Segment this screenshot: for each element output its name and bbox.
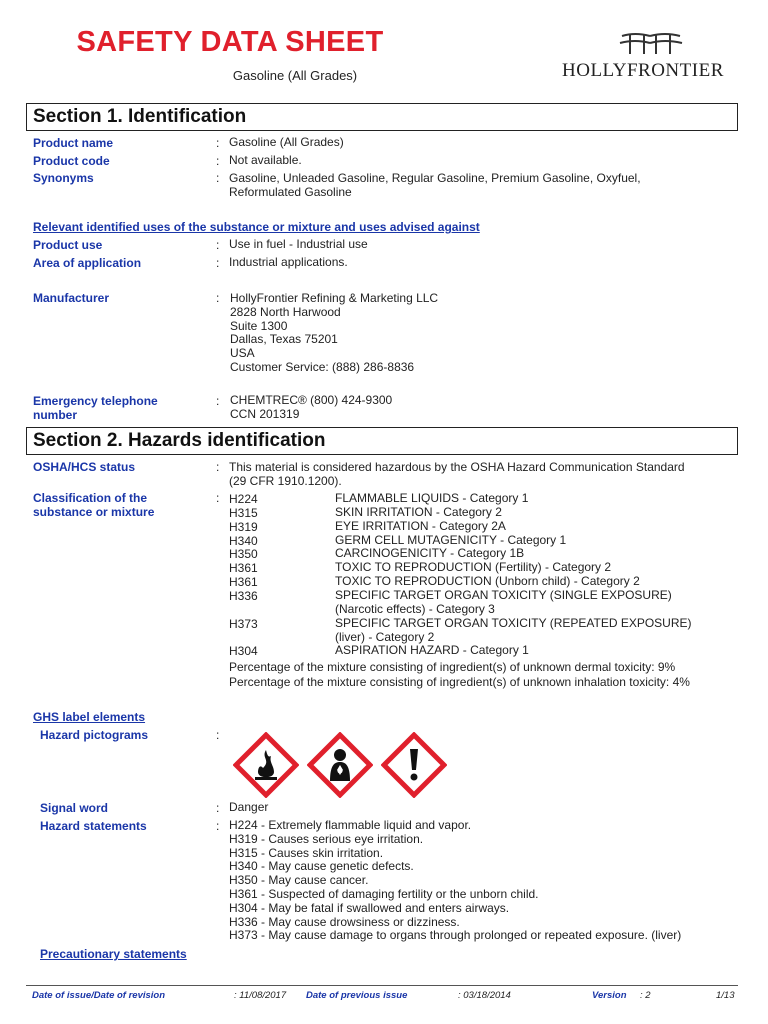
emergency-line: CCN 201319 — [230, 406, 300, 421]
precautionary-statements-link[interactable]: Precautionary statements — [40, 947, 187, 961]
hazard-code: H350 — [229, 547, 258, 561]
hazard-statement: H336 - May cause drowsiness or dizziness. — [229, 914, 460, 929]
hazard-class: TOXIC TO REPRODUCTION (Unborn child) - Category 2 — [335, 574, 640, 588]
hazard-statement: H361 - Suspected of damaging fertility or the unborn child. — [229, 886, 539, 901]
section-1-title: Section 1. Identification — [33, 106, 247, 127]
colon: : — [216, 256, 220, 270]
signal-word-value: Danger — [229, 800, 269, 814]
hazard-class-line: SPECIFIC TARGET ORGAN TOXICITY (REPEATED EXPOSURE) — [335, 616, 692, 630]
synonyms-label: Synonyms — [33, 171, 94, 185]
hazard-statement: H315 - Causes skin irritation. — [229, 845, 384, 860]
document-subtitle: Gasoline (All Grades) — [232, 68, 358, 83]
colon: : — [216, 801, 220, 815]
footer-previous-value: : 03/18/2014 — [458, 990, 511, 1001]
signal-word-label: Signal word — [40, 801, 109, 815]
manufacturer-address — [230, 292, 438, 375]
hazard-code: H224 — [229, 492, 258, 506]
footer-page-number: 1/13 — [716, 990, 735, 1001]
hazard-statement: H224 - Extremely flammable liquid and vapor. — [229, 818, 472, 832]
colon: : — [216, 171, 220, 185]
area-of-application-value: Industrial applications. — [229, 255, 348, 269]
footer-version-value: : 2 — [640, 990, 651, 1001]
hazard-class: EYE IRRITATION - Category 2A — [335, 519, 506, 533]
osha-status-label: OSHA/HCS status — [33, 460, 136, 474]
product-use-label: Product use — [33, 238, 103, 252]
hazard-statements-label: Hazard statements — [40, 819, 147, 833]
synonyms-value-line-1: Gasoline, Unleaded Gasoline, Regular Gasoline, Premium Gasoline, Oxyfuel, — [229, 171, 641, 185]
classification-label — [33, 491, 154, 519]
hazard-statement: H373 - May cause damage to organs through prolonged or repeated exposure. (liver) — [229, 928, 682, 943]
health-hazard-pictogram-icon — [307, 732, 373, 798]
hazard-class-line: SPECIFIC TARGET ORGAN TOXICITY (SINGLE EXPOSURE) — [335, 588, 672, 602]
manufacturer-label: Manufacturer — [33, 291, 110, 305]
colon: : — [216, 291, 220, 305]
colon: : — [216, 460, 220, 474]
hazard-statement: H304 - May be fatal if swallowed and enters airways. — [229, 900, 510, 915]
hazard-class-line: (liver) - Category 2 — [335, 629, 435, 644]
inhalation-toxicity-note: Percentage of the mixture consisting of ingredient(s) of unknown inhalation toxicity: 4% — [229, 675, 690, 689]
hazard-code: H361 — [229, 561, 258, 575]
footer-issue-label: Date of issue/Date of revision — [32, 990, 166, 1001]
product-name-value: Gasoline (All Grades) — [229, 135, 344, 149]
colon: : — [216, 491, 220, 505]
hazard-class: CARCINOGENICITY - Category 1B — [335, 546, 525, 560]
footer-issue-value: : 11/08/2017 — [234, 990, 287, 1001]
hazard-class: SKIN IRRITATION - Category 2 — [335, 505, 502, 519]
hazard-class: TOXIC TO REPRODUCTION (Fertility) - Category 2 — [335, 560, 612, 574]
hazard-code: H361 — [229, 575, 258, 589]
manufacturer-line: Suite 1300 — [230, 318, 288, 333]
emergency-label-line: Emergency telephone — [33, 394, 158, 408]
ghs-label-elements-link[interactable]: GHS label elements — [33, 710, 146, 724]
hazard-statement: H319 - Causes serious eye irritation. — [229, 831, 424, 846]
hazard-class — [335, 617, 735, 645]
dermal-toxicity-note: Percentage of the mixture consisting of ingredient(s) of unknown dermal toxicity: 9% — [229, 660, 676, 674]
colon: : — [216, 154, 220, 168]
emergency-telephone-label — [33, 394, 158, 422]
footer-divider — [26, 985, 738, 986]
document-title: SAFETY DATA SHEET — [76, 26, 384, 58]
classification-label-line: Classification of the — [33, 491, 148, 505]
hazard-code: H319 — [229, 520, 258, 534]
uses-heading-link[interactable]: Relevant identified uses of the substance or mixture and uses advised against — [33, 220, 480, 234]
hazard-class: FLAMMABLE LIQUIDS - Category 1 — [335, 491, 529, 505]
colon: : — [216, 238, 220, 252]
manufacturer-line: Dallas, Texas 75201 — [230, 332, 338, 347]
osha-status-value — [229, 461, 685, 489]
area-of-application-label: Area of application — [33, 256, 142, 270]
hazard-pictograms-label: Hazard pictograms — [40, 728, 149, 742]
emergency-label-line: number — [33, 408, 78, 422]
hazard-code: H373 — [229, 617, 258, 631]
product-use-value: Use in fuel - Industrial use — [229, 237, 368, 251]
product-name-label: Product name — [33, 136, 114, 150]
exclamation-pictogram-icon — [381, 732, 447, 798]
emergency-line: CHEMTREC® (800) 424-9300 — [230, 393, 393, 407]
logo-wordmark: HOLLYFRONTIER — [562, 60, 724, 81]
manufacturer-line: 2828 North Harwood — [230, 304, 341, 319]
section-2-header — [26, 427, 738, 455]
hazard-class: ASPIRATION HAZARD - Category 1 — [335, 643, 529, 657]
colon: : — [216, 728, 220, 742]
hazard-code: H304 — [229, 644, 258, 658]
osha-line: This material is considered hazardous by the OSHA Hazard Communication Standard — [229, 460, 685, 474]
hazard-class: GERM CELL MUTAGENICITY - Category 1 — [335, 533, 567, 547]
hazard-code: H315 — [229, 506, 258, 520]
manufacturer-line: HollyFrontier Refining & Marketing LLC — [230, 291, 439, 305]
section-2-title: Section 2. Hazards identification — [33, 430, 326, 451]
footer-previous-label: Date of previous issue — [306, 990, 408, 1001]
manufacturer-line: USA — [230, 346, 255, 361]
hazard-statement: H340 - May cause genetic defects. — [229, 859, 414, 874]
hazard-code: H340 — [229, 534, 258, 548]
synonyms-value-line-2: Reformulated Gasoline — [229, 185, 352, 199]
hazard-class — [335, 589, 735, 617]
osha-line: (29 CFR 1910.1200). — [229, 473, 342, 488]
product-code-label: Product code — [33, 154, 110, 168]
classification-label-line: substance or mixture — [33, 505, 155, 519]
hazard-class-line: (Narcotic effects) - Category 3 — [335, 601, 495, 616]
footer-version-label: Version — [592, 990, 627, 1001]
section-1-header — [26, 103, 738, 131]
manufacturer-line: Customer Service: (888) 286-8836 — [230, 359, 415, 374]
flame-pictogram-icon — [233, 732, 299, 798]
colon: : — [216, 819, 220, 833]
hazard-statement: H350 - May cause cancer. — [229, 873, 369, 888]
colon: : — [216, 136, 220, 150]
hazard-statements-list — [229, 819, 681, 943]
emergency-telephone-value — [230, 394, 392, 422]
colon: : — [216, 394, 220, 408]
hazard-code: H336 — [229, 589, 258, 603]
product-code-value: Not available. — [229, 153, 302, 167]
